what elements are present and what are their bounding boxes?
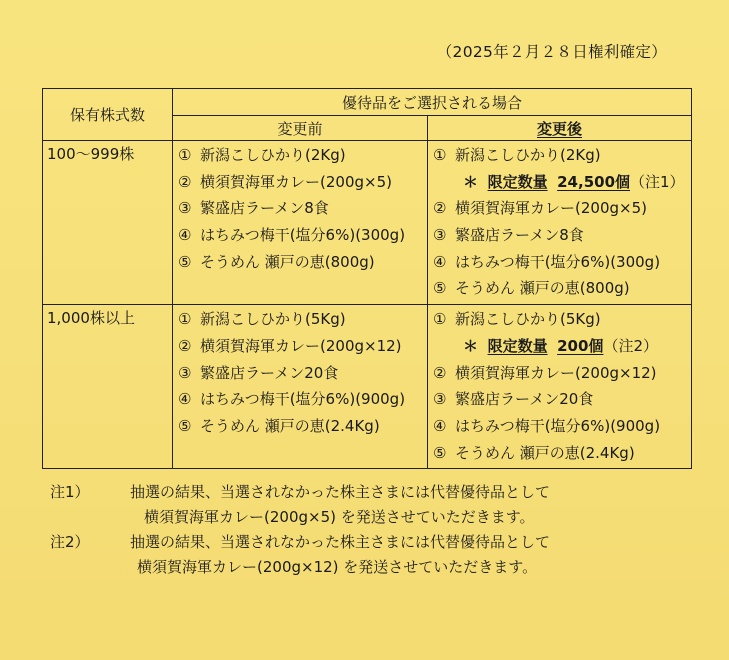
record-date: （2025年２月２８日権利確定）: [436, 43, 667, 61]
list-item: ① 新潟こしひかり(5Kg): [178, 310, 346, 329]
before-items-tier-1: [173, 141, 428, 305]
table-row: [43, 305, 692, 469]
list-item: ① 新潟こしひかり(2Kg): [433, 146, 601, 164]
before-header: 変更前: [173, 116, 428, 141]
list-item: ⑤ そうめん 瀬戸の恵(800g): [178, 252, 375, 271]
limit-note: ＊ 限定数量 200個（注2）: [463, 336, 658, 355]
list-item: ① 新潟こしひかり(5Kg): [433, 310, 601, 329]
benefits-table: [42, 88, 692, 469]
list-item: ③ 繁盛店ラーメン20食: [178, 363, 339, 382]
shares-tier-2: 1,000株以上: [43, 305, 173, 469]
list-item: ④ はちみつ梅干(塩分6%)(300g): [178, 226, 406, 245]
list-item: ⑤ そうめん 瀬戸の恵(800g): [433, 279, 630, 298]
note-1-line-1: 注1） 抽選の結果、当選されなかった株主さまには代替優待品として: [50, 483, 551, 501]
after-header: 変更後: [428, 116, 692, 141]
list-item: ① 新潟こしひかり(2Kg): [178, 146, 346, 164]
list-item: ② 横須賀海軍カレー(200g×12): [433, 363, 657, 382]
selection-header: 優待品をご選択される場合: [173, 89, 692, 116]
list-item: ⑤ そうめん 瀬戸の恵(2.4Kg): [433, 443, 635, 462]
before-items-tier-2: [173, 305, 428, 469]
list-item: ② 横須賀海軍カレー(200g×5): [433, 199, 647, 218]
note-1-line-2: 横須賀海軍カレー(200g×5) を発送させていただきます。: [144, 508, 535, 526]
list-item: ④ はちみつ梅干(塩分6%)(900g): [178, 390, 406, 409]
after-items-tier-2: [428, 305, 692, 469]
list-item: ④ はちみつ梅干(塩分6%)(300g): [433, 252, 661, 271]
list-item: ③ 繁盛店ラーメン8食: [433, 226, 584, 245]
list-item: ③ 繁盛店ラーメン20食: [433, 390, 594, 409]
list-item: ② 横須賀海軍カレー(200g×5): [178, 172, 392, 191]
after-items-tier-1: [428, 141, 692, 305]
note-2-line-2: 横須賀海軍カレー(200g×12) を発送させていただきます。: [137, 558, 538, 576]
table-row: [43, 141, 692, 305]
list-item: ⑤ そうめん 瀬戸の恵(2.4Kg): [178, 416, 380, 435]
shares-tier-1: 100～999株: [43, 141, 173, 305]
note-2-line-1: 注2） 抽選の結果、当選されなかった株主さまには代替優待品として: [50, 533, 551, 551]
list-item: ③ 繁盛店ラーメン8食: [178, 199, 329, 218]
footnotes: [50, 480, 690, 580]
list-item: ② 横須賀海軍カレー(200g×12): [178, 336, 402, 355]
limit-note: ＊ 限定数量 24,500個（注1）: [463, 172, 685, 191]
shares-header: 保有株式数: [43, 89, 173, 141]
list-item: ④ はちみつ梅干(塩分6%)(900g): [433, 416, 661, 435]
bleed-through-text: [0, 8, 729, 28]
